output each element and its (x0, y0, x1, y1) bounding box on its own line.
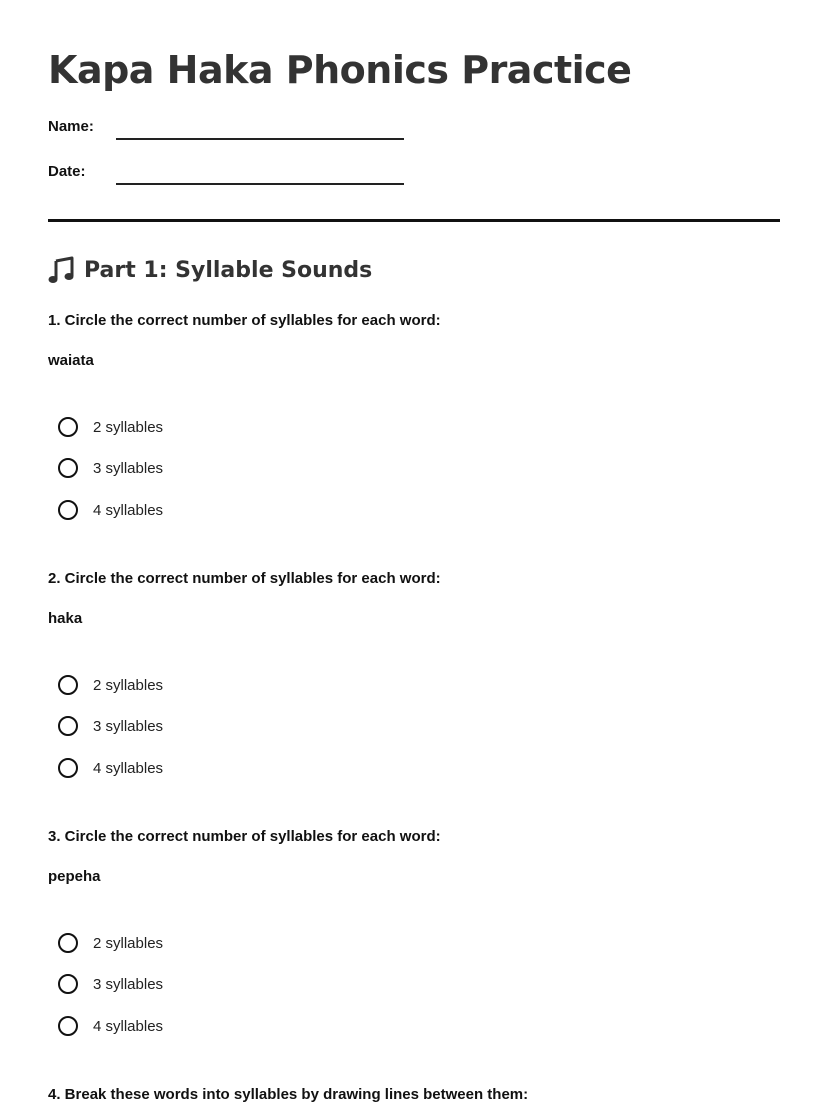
question-2-option-3[interactable] (58, 756, 163, 780)
question-2-word: haka (48, 610, 83, 627)
question-2-option-2[interactable] (58, 714, 163, 738)
radio-circle[interactable] (58, 500, 78, 520)
option-label: 3 syllables (93, 717, 164, 735)
date-field (48, 163, 408, 187)
option-label: 4 syllables (93, 501, 164, 519)
question-4-prompt: 4. Break these words into syllables by drawing lines between them: (48, 1086, 529, 1103)
question-1-option-3[interactable] (58, 498, 163, 522)
radio-circle[interactable] (58, 933, 78, 953)
question-3-option-2[interactable] (58, 972, 163, 996)
option-label: 2 syllables (93, 418, 164, 436)
radio-circle[interactable] (58, 758, 78, 778)
option-label: 2 syllables (93, 676, 164, 694)
radio-circle[interactable] (58, 974, 78, 994)
question-2-option-1[interactable] (58, 673, 163, 697)
header-divider (48, 219, 780, 222)
option-label: 4 syllables (93, 1017, 164, 1035)
question-1-option-2[interactable] (58, 456, 163, 480)
question-1-prompt: 1. Circle the correct number of syllables for each word: (48, 312, 441, 329)
question-3-option-3[interactable] (58, 1014, 163, 1038)
radio-circle[interactable] (58, 716, 78, 736)
question-3-option-1[interactable] (58, 931, 163, 955)
radio-circle[interactable] (58, 417, 78, 437)
music-note-icon (48, 256, 74, 284)
option-label: 3 syllables (93, 975, 164, 993)
date-input[interactable] (116, 183, 404, 185)
name-label: Name: (48, 118, 94, 135)
section-title-text: Part 1: Syllable Sounds (84, 257, 373, 283)
name-input[interactable] (116, 138, 404, 140)
radio-circle[interactable] (58, 675, 78, 695)
section-title-part-1 (48, 256, 372, 284)
date-label: Date: (48, 163, 86, 180)
page-title: Kapa Haka Phonics Practice (48, 48, 632, 92)
question-1-option-1[interactable] (58, 415, 163, 439)
question-3-word: pepeha (48, 868, 101, 885)
name-field (48, 118, 408, 142)
question-2-prompt: 2. Circle the correct number of syllables for each word: (48, 570, 441, 587)
option-label: 4 syllables (93, 759, 164, 777)
question-1-word: waiata (48, 352, 94, 369)
radio-circle[interactable] (58, 1016, 78, 1036)
option-label: 2 syllables (93, 934, 164, 952)
radio-circle[interactable] (58, 458, 78, 478)
option-label: 3 syllables (93, 459, 164, 477)
question-3-prompt: 3. Circle the correct number of syllables for each word: (48, 828, 441, 845)
